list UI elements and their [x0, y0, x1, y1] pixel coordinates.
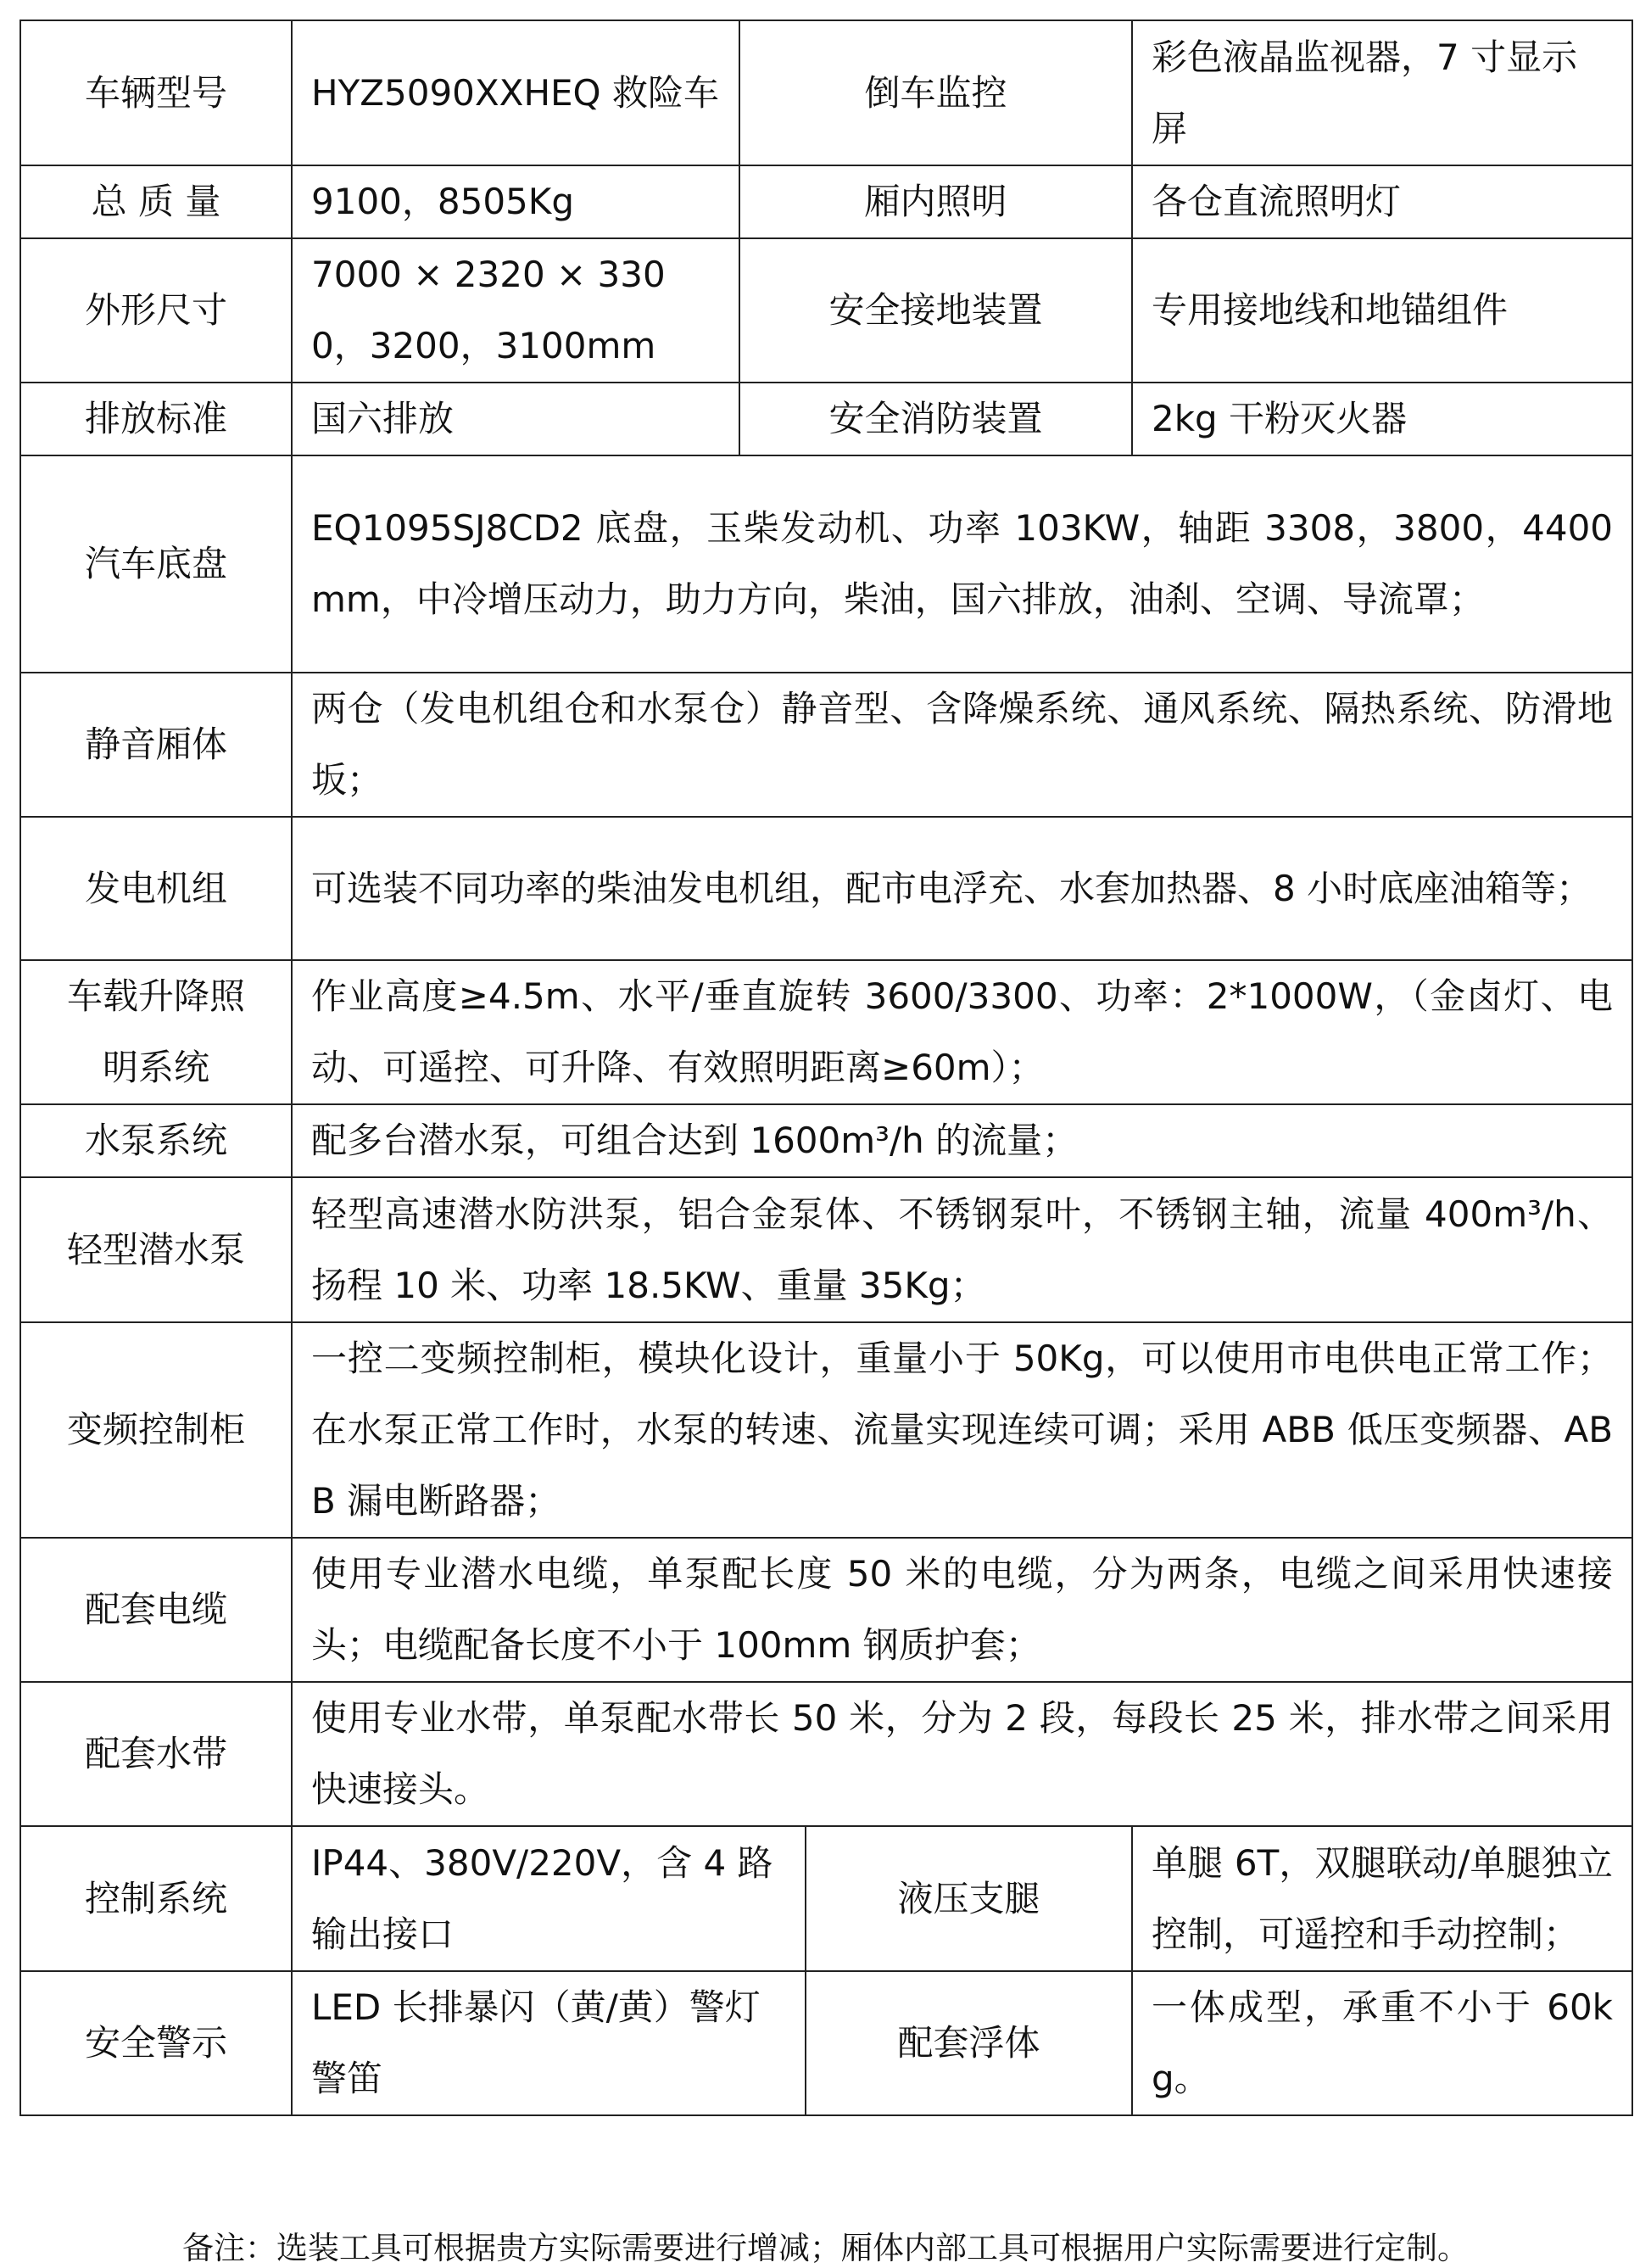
table-row [20, 238, 1632, 383]
row-label: 变频控制柜 [20, 1322, 292, 1538]
table-row [20, 1177, 1632, 1322]
row-value-2: 一体成型，承重不小于 60kg。 [1132, 1971, 1632, 2115]
row-value: 一控二变频控制柜，模块化设计，重量小于 50Kg，可以使用市电供电正常工作；在水泵正常工作时，水泵的转速、流量实现连续可调；采用 ABB 低压变频器、ABB 漏电断路器； [292, 1322, 1632, 1538]
table-row [20, 1682, 1632, 1826]
row-label: 外形尺寸 [20, 238, 292, 383]
row-value: IP44、380V/220V，含 4 路输出接口 [292, 1826, 806, 1971]
table-row [20, 165, 1632, 238]
row-value-2: 彩色液晶监视器，7 寸显示屏 [1132, 20, 1632, 165]
row-label: 安全警示 [20, 1971, 292, 2115]
spec-table [20, 20, 1633, 2116]
row-label: 轻型潜水泵 [20, 1177, 292, 1322]
row-value: 配多台潜水泵，可组合达到 1600m³/h 的流量； [292, 1104, 1632, 1177]
table-row [20, 455, 1632, 673]
table-row [20, 673, 1632, 817]
table-row [20, 960, 1632, 1104]
row-label-2: 安全消防装置 [739, 383, 1132, 455]
table-row [20, 1322, 1632, 1538]
table-row [20, 817, 1632, 960]
footnote: 备注：选装工具可根据贵方实际需要进行增减；厢体内部工具可根据用户实际需要进行定制。 [182, 2230, 1469, 2266]
row-value: 作业高度≥4.5m、水平/垂直旋转 3600/3300、功率：2*1000W，（金卤灯、电动、可遥控、可升降、有效照明距离≥60m）； [292, 960, 1632, 1104]
row-label: 配套水带 [20, 1682, 292, 1826]
row-value: EQ1095SJ8CD2 底盘，玉柴发动机、功率 103KW，轴距 3308，3800，4400mm，中冷增压动力，助力方向，柴油，国六排放，油刹、空调、导流罩； [292, 455, 1632, 673]
row-value: 使用专业潜水电缆，单泵配长度 50 米的电缆，分为两条，电缆之间采用快速接头；电缆配备长度不小于 100mm 钢质护套； [292, 1538, 1632, 1682]
row-value: 轻型高速潜水防洪泵，铝合金泵体、不锈钢泵叶，不锈钢主轴，流量 400m³/h、扬程 10 米、功率 18.5KW、重量 35Kg； [292, 1177, 1632, 1322]
row-value: LED 长排暴闪（黄/黄）警灯警笛 [292, 1971, 806, 2115]
row-label-2: 倒车监控 [739, 20, 1132, 165]
row-label-2: 厢内照明 [739, 165, 1132, 238]
row-label: 车载升降照明系统 [20, 960, 292, 1104]
row-label: 汽车底盘 [20, 455, 292, 673]
row-value: 9100，8505Kg [292, 165, 739, 238]
table-row [20, 1826, 1632, 1971]
row-label: 水泵系统 [20, 1104, 292, 1177]
table-row [20, 383, 1632, 455]
row-value-2: 专用接地线和地锚组件 [1132, 238, 1632, 383]
row-value-2: 各仓直流照明灯 [1132, 165, 1632, 238]
row-label: 车辆型号 [20, 20, 292, 165]
row-label: 发电机组 [20, 817, 292, 960]
row-label-2: 安全接地装置 [739, 238, 1132, 383]
row-label: 总 质 量 [20, 165, 292, 238]
row-label: 排放标准 [20, 383, 292, 455]
row-value-2: 单腿 6T，双腿联动/单腿独立控制，可遥控和手动控制； [1132, 1826, 1632, 1971]
row-value: HYZ5090XXHEQ 救险车 [292, 20, 739, 165]
table-row [20, 1104, 1632, 1177]
table-row [20, 1538, 1632, 1682]
row-label-2: 液压支腿 [806, 1826, 1132, 1971]
row-label: 静音厢体 [20, 673, 292, 817]
table-row [20, 20, 1632, 165]
row-value: 7000 × 2320 × 3300，3200，3100mm [292, 238, 739, 383]
row-value: 可选装不同功率的柴油发电机组，配市电浮充、水套加热器、8 小时底座油箱等； [292, 817, 1632, 960]
row-label-2: 配套浮体 [806, 1971, 1132, 2115]
row-value: 两仓（发电机组仓和水泵仓）静音型、含降燥系统、通风系统、隔热系统、防滑地坂； [292, 673, 1632, 817]
row-value: 国六排放 [292, 383, 739, 455]
row-label: 控制系统 [20, 1826, 292, 1971]
row-value: 使用专业水带，单泵配水带长 50 米，分为 2 段，每段长 25 米，排水带之间采用快速接头。 [292, 1682, 1632, 1826]
row-label: 配套电缆 [20, 1538, 292, 1682]
table-row [20, 1971, 1632, 2115]
row-value-2: 2kg 干粉灭火器 [1132, 383, 1632, 455]
